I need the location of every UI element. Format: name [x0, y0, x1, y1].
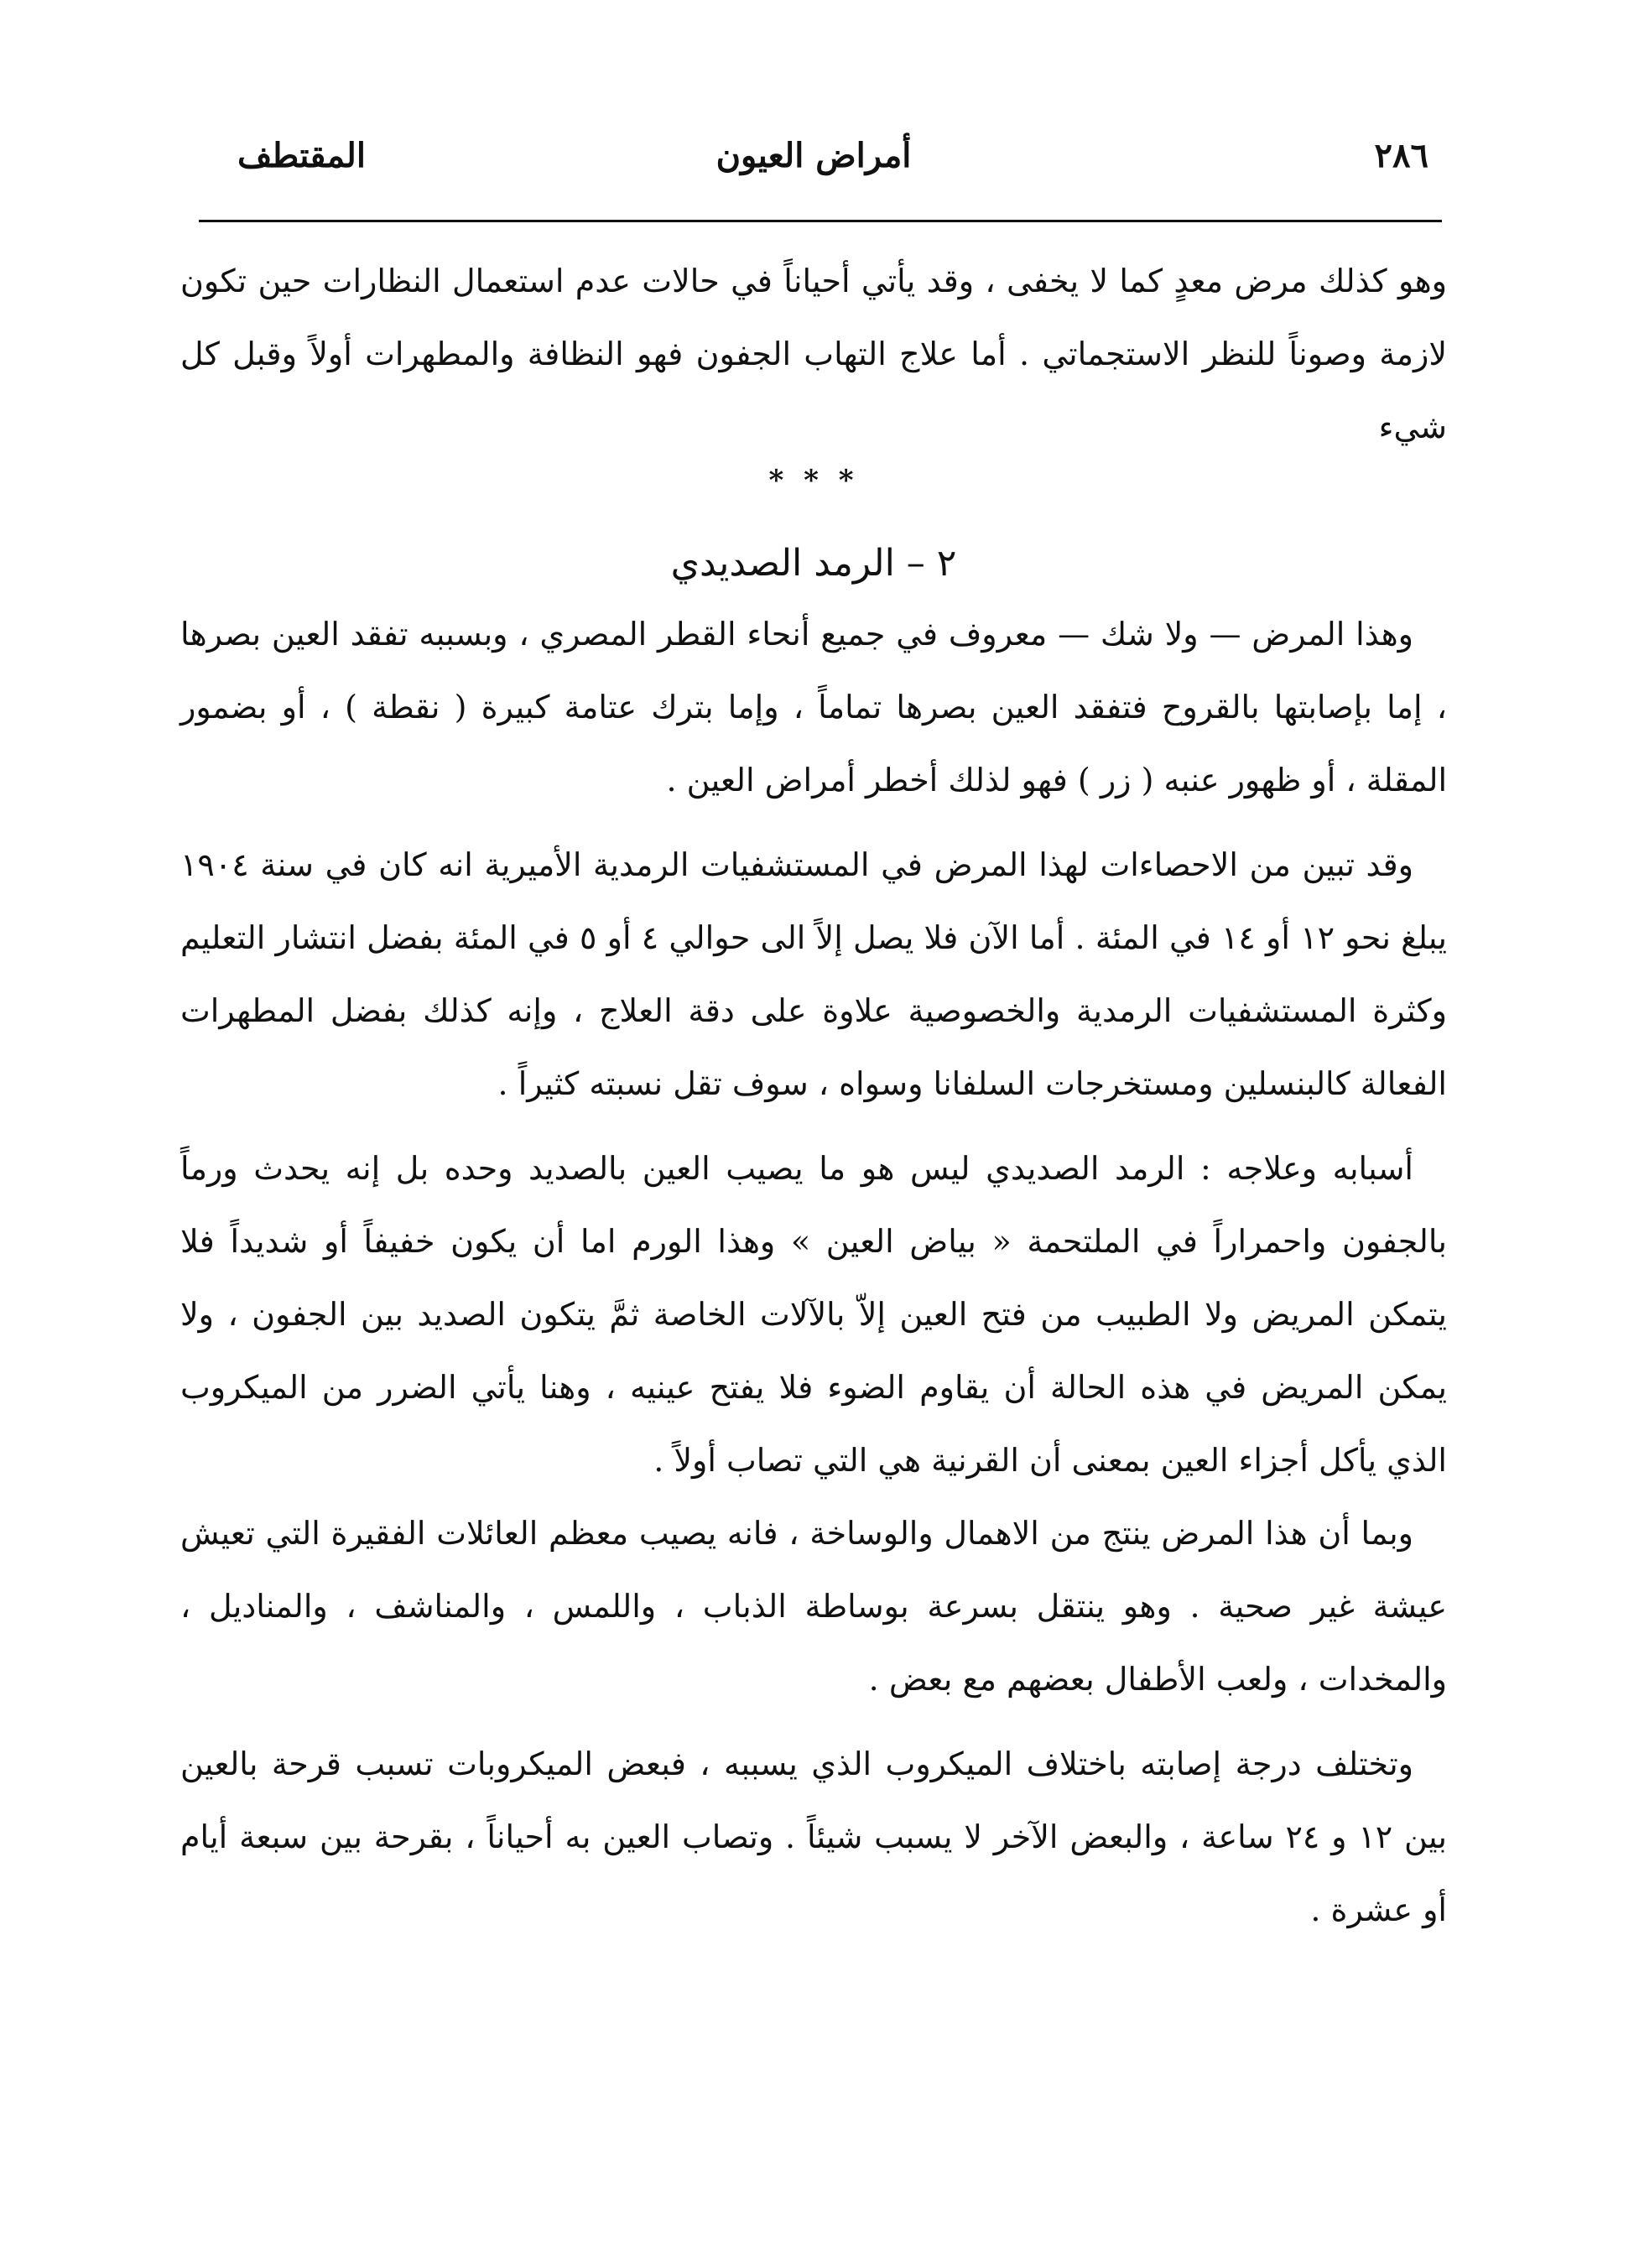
book-page: [180, 126, 1447, 2198]
paragraph: أسبابه وعلاجه : الرمد الصديدي ليس هو ما يصيب العين بالصديد وحده بل إنه يحدث ورماً بالجفون واحمراراً في الملتحمة « بياض العين » وهذا الورم اما أن يكون خفيفاً أو شديداً فلا يتمكن المريض ولا الطبيب من فتح العين إلاّ بالآلات الخاصة ثمَّ يتكون الصديد بين الجفون ، ولا يمكن المريض في هذه الحالة أن يقاوم الضوء فلا يفتح عينيه ، وهنا يأتي الضرر من الميكروب الذي يأكل أجزاء العين بمعنى أن القرنية هي التي تصاب أولاً .: [180, 1150, 1447, 1479]
header-rule: [199, 220, 1442, 222]
paragraph: وقد تبين من الاحصاءات لهذا المرض في المستشفيات الرمدية الأميرية انه كان في سنة ١٩٠٤ يبلغ نحو ١٢ أو ١٤ في المئة . أما الآن فلا يصل إلاً الى حوالي ٤ أو ٥ في المئة بفضل انتشار التعليم وكثرة المستشفيات الرمدية والخصوصية علاوة على دقة العلاج ، وإنه كذلك بفضل المطهرات الفعالة كالبنسلين ومستخرجات السلفانا وسواه ، سوف تقل نسبته كثيراً .: [180, 846, 1447, 1102]
section-break: * * *: [768, 464, 859, 497]
page-number: ٢٨٦: [1374, 136, 1428, 175]
paragraph: وبما أن هذا المرض ينتج من الاهمال والوساخة ، فانه يصيب معظم العائلات الفقيرة التي تعيش عيشة غير صحية . وهو ينتقل بسرعة بوساطة الذباب ، واللمس ، والمناشف ، والمناديل ، والمخدات ، ولعب الأطفال بعضهم مع بعض .: [180, 1515, 1447, 1698]
article-body: [180, 245, 1447, 1947]
running-head: [180, 126, 1447, 185]
section-heading: ٢ – الرمد الصديدي: [670, 542, 957, 585]
paragraph-continuation: وهو كذلك مرض معدٍ كما لا يخفى ، وقد يأتي أحياناً في حالات عدم استعمال النظارات حين تكون لازمة وصوناً للنظر الاستجماتي . أما علاج التهاب الجفون فهو النظافة والمطهرات أولاً وقبل كل شيء: [180, 263, 1447, 445]
paragraph: وهذا المرض — ولا شك — معروف في جميع أنحاء القطر المصري ، وبسببه تفقد العين بصرها ، إما بإصابتها بالقروح فتفقد العين بصرها تماماً ، وإما بترك عتامة كبيرة ( نقطة ) ، أو بضمور المقلة ، أو ظهور عنبه ( زر ) فهو لذلك أخطر أمراض العين .: [180, 616, 1447, 798]
paragraph: وتختلف درجة إصابته باختلاف الميكروب الذي يسببه ، فبعض الميكروبات تسبب قرحة بالعين بين ١٢ و ٢٤ ساعة ، والبعض الآخر لا يسبب شيئاً . وتصاب العين به أحياناً ، بقرحة بين سبعة أيام أو عشرة .: [180, 1745, 1447, 1928]
running-title: أمراض العيون: [716, 136, 912, 175]
journal-name: المقتطف: [237, 136, 366, 175]
